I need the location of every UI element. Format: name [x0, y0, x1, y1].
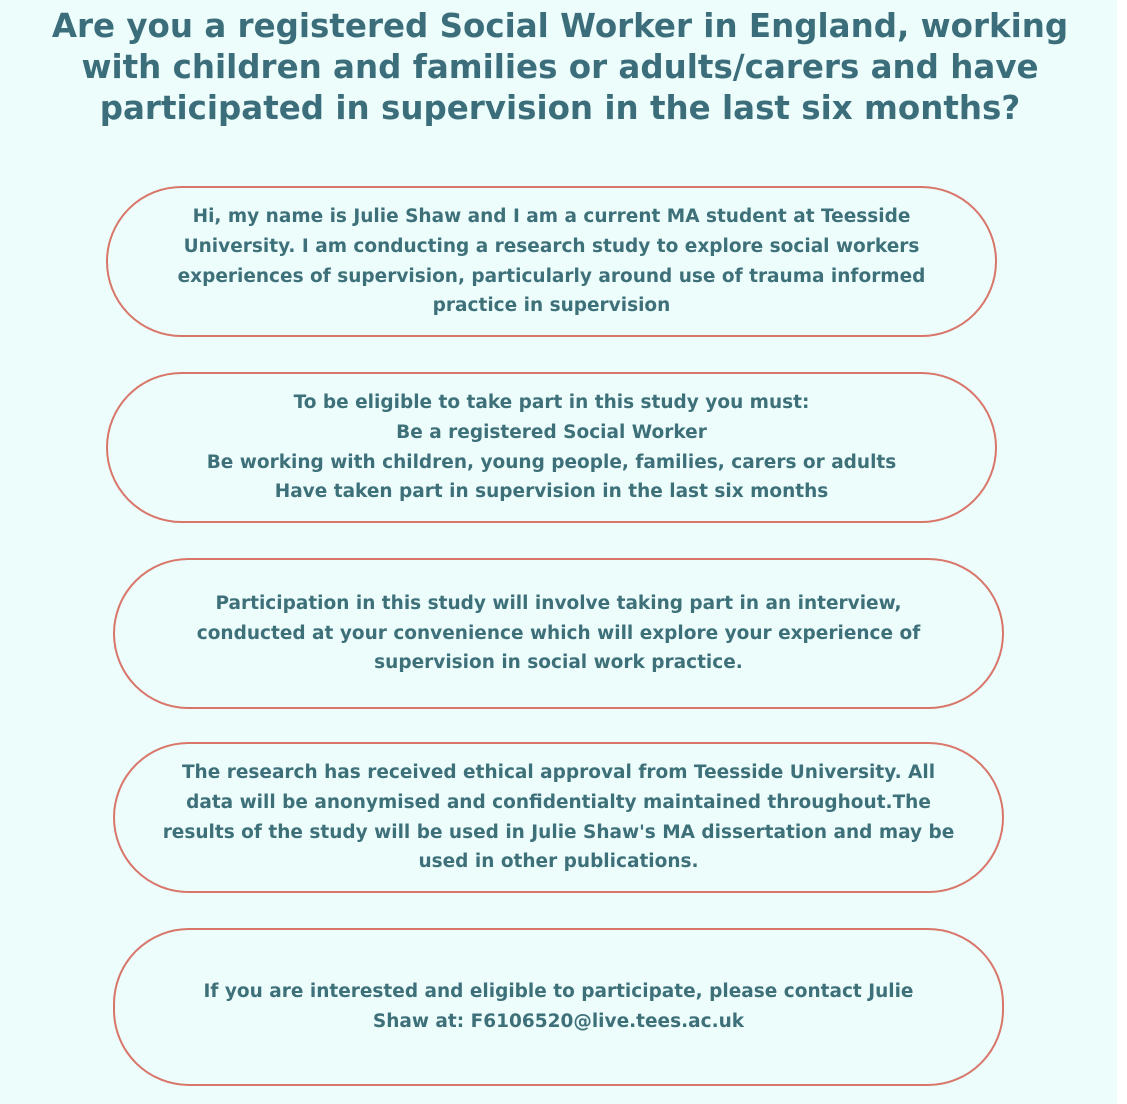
text-line: Participation in this study will involve taking part in an interview,	[215, 593, 902, 615]
intro-section	[106, 186, 997, 337]
page-edge	[1117, 0, 1127, 1104]
text-line: practice in supervision	[432, 295, 671, 317]
eligibility-criterion: Be a registered Social Worker	[396, 421, 707, 443]
eligibility-heading: To be eligible to take part in this study you must:	[293, 392, 810, 414]
text-line: Hi, my name is Julie Shaw and I am a current MA student at Teesside	[192, 206, 911, 228]
eligibility-criterion: Have taken part in supervision in the last six months	[274, 481, 829, 503]
eligibility-text	[207, 388, 897, 506]
text-line: supervision in social work practice.	[374, 652, 743, 674]
contact-text	[204, 977, 914, 1036]
text-line: University. I am conducting a research study to explore social workers	[183, 235, 920, 257]
contact-email: Shaw at: F6106520@live.tees.ac.uk	[372, 1011, 745, 1032]
text-line: The research has received ethical approval from Teesside University. All	[181, 762, 936, 784]
text-line: If you are interested and eligible to participate, please contact Julie	[203, 981, 914, 1003]
participation-section	[113, 558, 1004, 709]
text-line: experiences of supervision, particularly around use of trauma informed	[177, 265, 926, 287]
eligibility-section	[106, 372, 997, 523]
contact-section	[113, 928, 1004, 1086]
intro-text	[178, 202, 926, 320]
ethics-section	[113, 742, 1004, 893]
text-line: conducted at your convenience which will explore your experience of	[196, 622, 921, 644]
eligibility-criterion: Be working with children, young people, families, carers or adults	[206, 451, 897, 473]
title-line: with children and families or adults/carers and have	[81, 48, 1039, 86]
page-title	[20, 6, 1100, 129]
text-line: results of the study will be used in Julie Shaw's MA dissertation and may be	[162, 821, 955, 843]
ethics-text	[163, 758, 955, 876]
text-line: data will be anonymised and confidentialty maintained throughout.The	[186, 791, 931, 813]
title-line: participated in supervision in the last six months?	[99, 89, 1021, 127]
text-line: used in other publications.	[418, 851, 699, 873]
participation-text	[197, 589, 921, 678]
title-line: Are you a registered Social Worker in England, working	[51, 7, 1069, 45]
